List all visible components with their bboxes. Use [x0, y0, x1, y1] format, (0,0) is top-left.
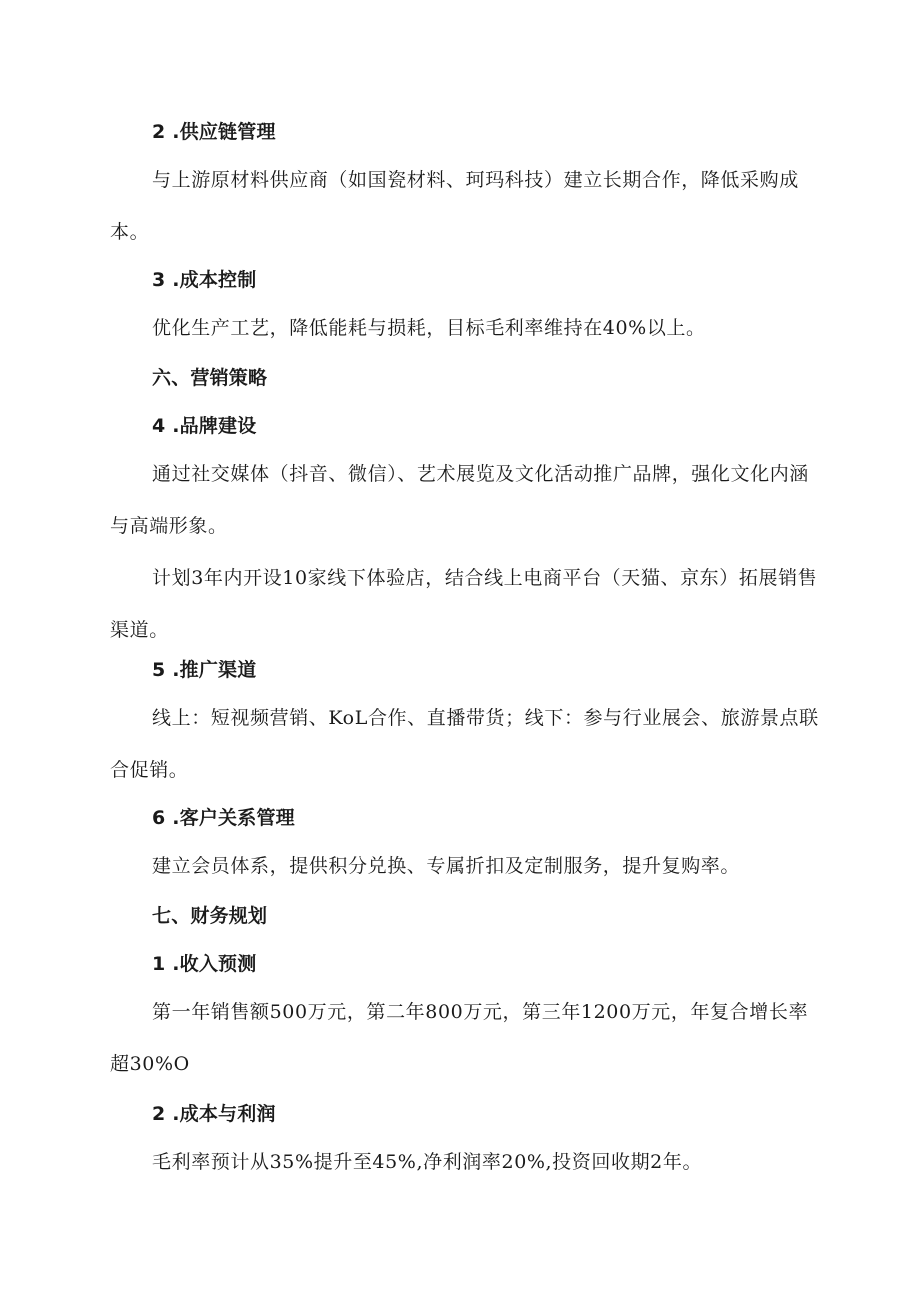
chapter-heading-finance: 七、财务规划	[152, 905, 268, 927]
paragraph-promotion: 线上：短视频营销、KoL合作、直播带货；线下：参与行业展会、旅游景点联合促销。	[110, 707, 819, 781]
section-heading-supply-chain: 2 .供应链管理	[152, 121, 276, 143]
section-heading-cost-profit: 2 .成本与利润	[152, 1103, 276, 1125]
paragraph-brand-2: 计划3年内开设10家线下体验店，结合线上电商平台（天猫、京东）拓展销售渠道。	[110, 567, 818, 641]
section-heading-crm: 6 .客户关系管理	[152, 807, 295, 829]
paragraph-brand-1: 通过社交媒体（抖音、微信）、艺术展览及文化活动推广品牌，强化文化内涵与高端形象。	[110, 463, 809, 537]
chapter-heading-marketing: 六、营销策略	[152, 367, 268, 389]
section-heading-cost-control: 3 .成本控制	[152, 269, 257, 291]
section-heading-promotion: 5 .推广渠道	[152, 659, 257, 681]
section-heading-revenue: 1 .收入预测	[152, 953, 257, 975]
paragraph-crm: 建立会员体系，提供积分兑换、专属折扣及定制服务，提升复购率。	[152, 855, 741, 877]
section-heading-brand: 4 .品牌建设	[152, 415, 257, 437]
paragraph-revenue: 第一年销售额500万元，第二年800万元，第三年1200万元，年复合增长率超30%O	[110, 1001, 809, 1075]
paragraph-cost-profit: 毛利率预计从35%提升至45%,净利润率20%,投资回收期2年。	[152, 1151, 703, 1173]
paragraph-cost-control: 优化生产工艺，降低能耗与损耗，目标毛利率维持在40%以上。	[152, 317, 706, 339]
paragraph-supply-chain: 与上游原材料供应商（如国瓷材料、珂玛科技）建立长期合作，降低采购成本。	[110, 169, 799, 243]
